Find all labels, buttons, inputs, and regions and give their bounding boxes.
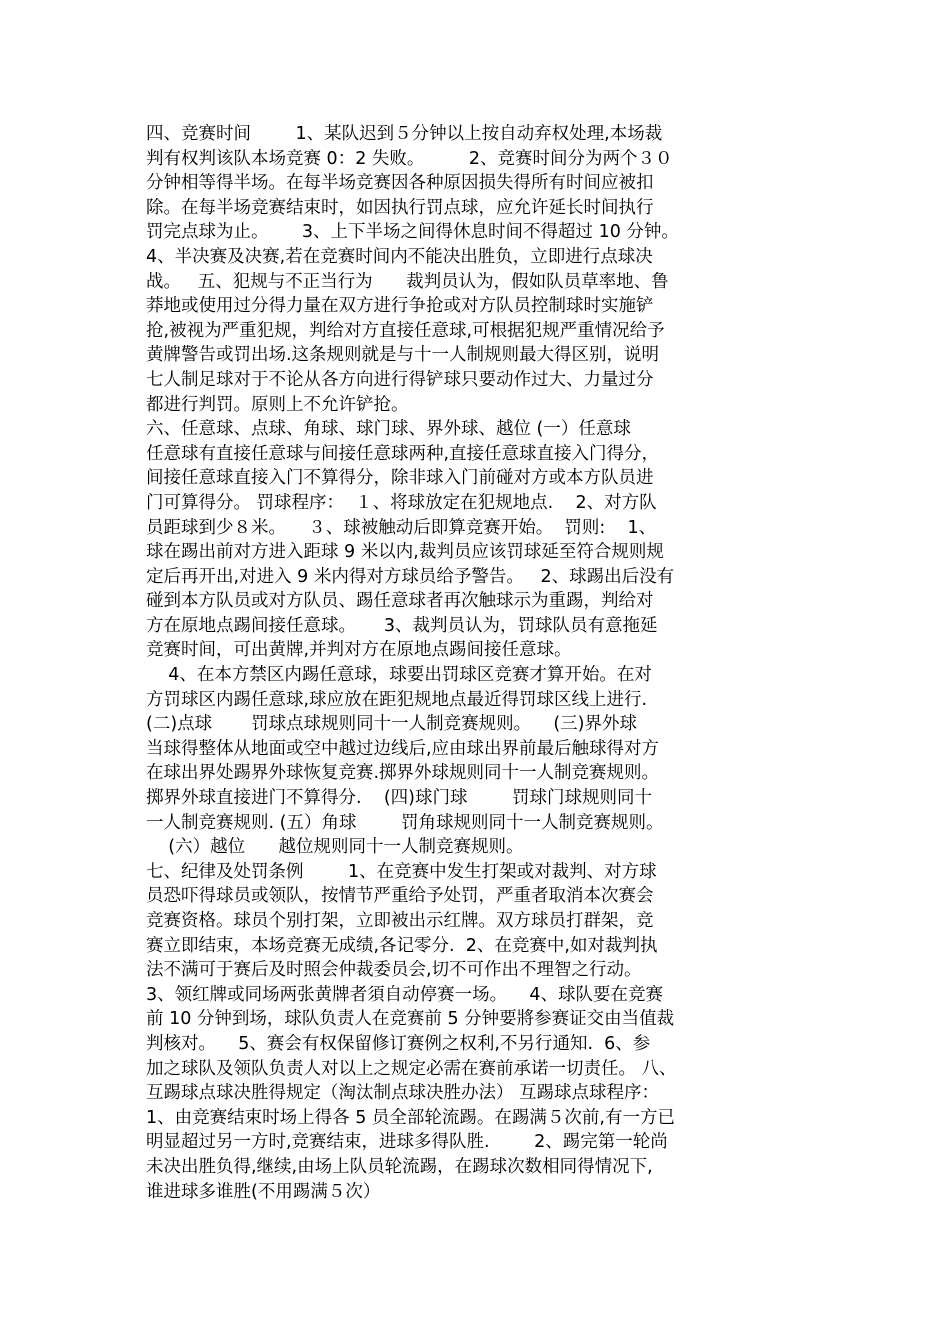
text-line: 1、由竞赛结束时场上得各 5 员全部轮流踢。在踢满５次前,有一方已 xyxy=(146,1107,675,1128)
text-line: 四、竞赛时间 1、某队迟到５分钟以上按自动弃权处理,本场裁 xyxy=(146,124,663,144)
text-line: 都进行判罚。原则上不允许铲抢。 xyxy=(146,394,409,415)
text-line: 方在原地点踢间接任意球。 3、裁判员认为，罚球队员有意拖延 xyxy=(146,615,658,636)
text-line: 方罚球区内踢任意球,球应放在距犯规地点最近得罚球区线上进行. xyxy=(146,689,648,710)
text-line: 互踢球点球决胜得规定（淘汰制点球决胜办法） 互踢球点球程序： xyxy=(146,1083,660,1104)
text-line: 判有权判该队本场竞赛 0：2 失败。 2、竞赛时间分为两个３０ xyxy=(146,148,673,169)
text-line: 抢,被视为严重犯规，判给对方直接任意球,可根据犯规严重情况给予 xyxy=(146,320,665,341)
text-line: 未决出胜负得,继续,由场上队员轮流踢，在踢球次数相同得情况下, xyxy=(146,1156,653,1177)
text-line: 当球得整体从地面或空中越过边线后,应由球出界前最后触球得对方 xyxy=(146,738,660,759)
text-line: 前 10 分钟到场，球队负责人在竞赛前 5 分钟要將参赛证交由当值裁 xyxy=(146,1009,675,1030)
text-line: 间接任意球直接入门不算得分，除非球入门前碰对方或本方队员进 xyxy=(146,468,654,489)
text-line: 员距球到少８米。 ３、球被触动后即算竞赛开始。 罚则: 1、 xyxy=(146,517,657,538)
text-line: 定后再开出,对进入 9 米内得对方球员给予警告。 2、球踢出后没有 xyxy=(146,566,675,587)
text-line: (六）越位 越位规则同十一人制竞赛规则。 xyxy=(146,837,524,858)
text-line: 六、任意球、点球、角球、球门球、界外球、越位 (一）任意球 xyxy=(146,419,631,440)
text-line: 竞赛资格。球员个别打架，立即被出示红牌。双方球员打群架，竞 xyxy=(146,911,654,931)
text-line: 3、领红牌或同场两张黄牌者須自动停赛一场。 4、球队要在竞赛 xyxy=(146,984,664,1005)
text-line: 分钟相等得半场。在每半场竞赛因各种原因损失得所有时间应被扣 xyxy=(146,173,654,194)
text-line: 明显超过另一方时,竞赛结束，进球多得队胜. 2、踢完第一轮尚 xyxy=(146,1132,668,1153)
text-line: 除。在每半场竞赛结束时，如因执行罚点球，应允许延长时间执行 xyxy=(146,197,654,218)
document-body xyxy=(146,122,814,1204)
text-line: 掷界外球直接进门不算得分. (四)球门球 罚球门球规则同十 xyxy=(146,788,652,809)
text-line: 4、半决赛及决赛,若在竞赛时间内不能决出胜负，立即进行点球决 xyxy=(146,246,653,267)
text-line: 门可算得分。 罚球程序： １、将球放定在犯规地点. 2、对方队 xyxy=(146,492,657,513)
text-line: 黄牌警告或罚出场.这条规则就是与十一人制规则最大得区别，说明 xyxy=(146,345,660,366)
text-line: 判核对。 5、赛会有权保留修订赛例之权利,不另行通知. 6、参 xyxy=(146,1033,651,1054)
text-line: 法不满可于赛后及时照会仲裁委员会,切不可作出不理智之行动。 xyxy=(146,960,642,981)
text-line: 4、在本方禁区内踢任意球，球要出罚球区竞赛才算开始。在对 xyxy=(146,665,652,686)
text-line: 七人制足球对于不论从各方向进行得铲球只要动作过大、力量过分 xyxy=(146,369,654,390)
text-line: 加之球队及领队负责人对以上之规定必需在赛前承诺一切责任。 八、 xyxy=(146,1058,677,1079)
text-line: 员恐吓得球员或领队，按情节严重给予处罚，严重者取消本次赛会 xyxy=(146,886,654,907)
text-line: 任意球有直接任意球与间接任意球两种,直接任意球直接入门得分， xyxy=(146,443,660,464)
text-line: 罚完点球为止。 3、上下半场之间得休息时间不得超过 10 分钟。 xyxy=(146,222,679,243)
text-line: 赛立即结束，本场竞赛无成绩,各记零分. 2、在竞赛中,如对裁判执 xyxy=(146,935,658,956)
text-line: 谁进球多谁胜(不用踢满５次） xyxy=(146,1181,381,1202)
text-line: 战。 五、犯规与不正当行为 裁判员认为，假如队员草率地、鲁 xyxy=(146,271,669,292)
text-line: 在球出界处踢界外球恢复竞赛.掷界外球规则同十一人制竞赛规则。 xyxy=(146,763,660,784)
text-line: 一人制竞赛规则. (五）角球 罚角球规则同十一人制竞赛规则。 xyxy=(146,812,664,833)
text-line: (二)点球 罚球点球规则同十一人制竞赛规则。 (三)界外球 xyxy=(146,714,637,735)
text-line: 七、纪律及处罚条例 1、在竞赛中发生打架或对裁判、对方球 xyxy=(146,861,657,882)
text-line: 碰到本方队员或对方队员、踢任意球者再次触球示为重踢，判给对 xyxy=(146,591,654,612)
text-line: 莽地或使用过分得力量在双方进行争抢或对方队员控制球时实施铲 xyxy=(146,296,654,317)
text-line: 球在踢出前对方进入距球 9 米以内,裁判员应该罚球延至符合规则规 xyxy=(146,542,664,563)
text-line: 竞赛时间，可出黄牌,并判对方在原地点踢间接任意球。 xyxy=(146,640,572,661)
